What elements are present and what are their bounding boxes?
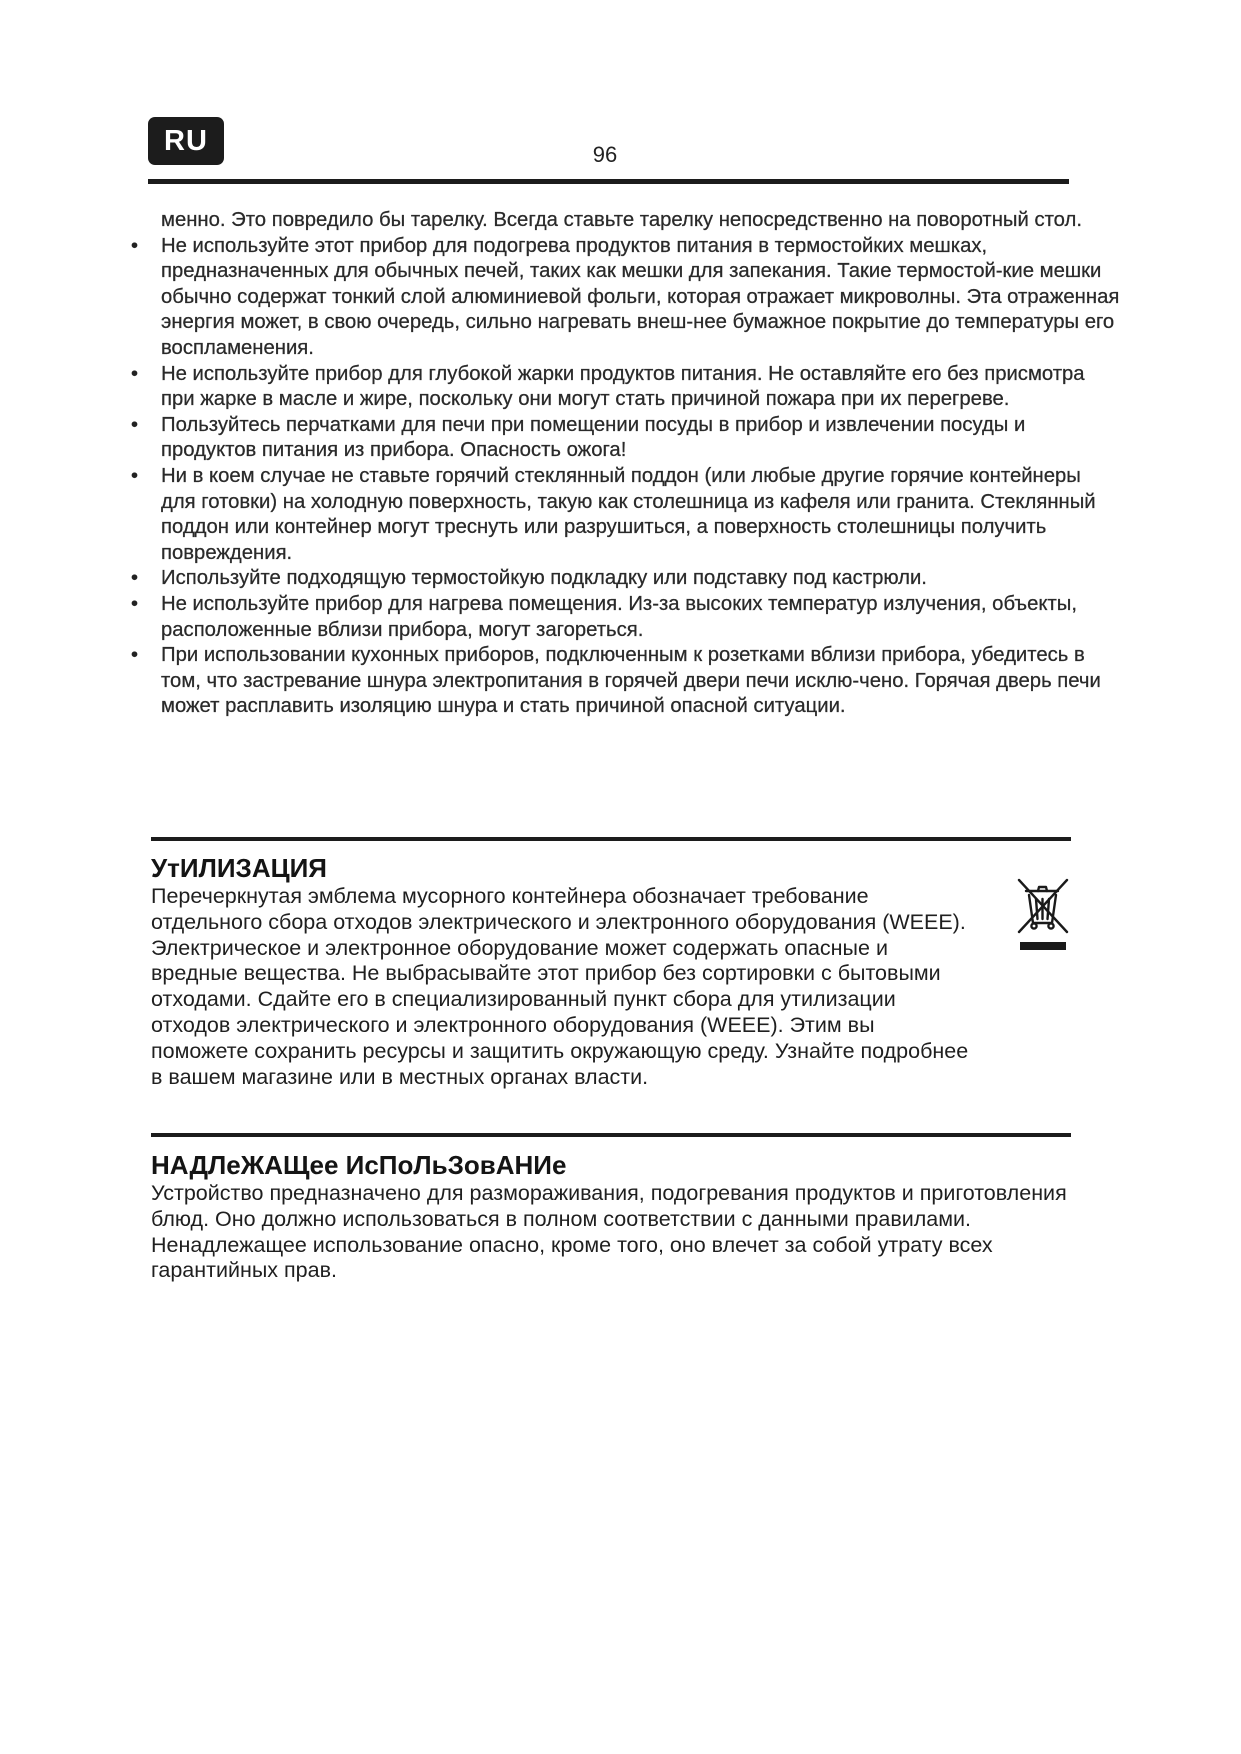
bullet-icon: • bbox=[131, 567, 139, 590]
bullet-icon: • bbox=[131, 592, 139, 615]
list-item: • Не используйте этот прибор для подогрева продуктов питания в термостойких мешках, предназначенных для обычных печей, таких как мешки для запекания. Такие термостой-кие мешки обычно содержат тонкий слой алюминиевой фольги, которая отражает микроволны. Эта отраженная энергия может, в свою очередь, сильно нагревать внеш-нее бумажное покрытие до температуры его воспламенения. bbox=[131, 234, 1120, 359]
proper-use-section bbox=[151, 1149, 1081, 1284]
list-item: • Не используйте прибор для глубокой жарки продуктов питания. Не оставляйте его без присмотра при жарке в масле и жире, поскольку они могут стать причиной пожара при их перегреве. bbox=[131, 362, 1085, 411]
disposal-section bbox=[151, 852, 1081, 1090]
list-item: • Не используйте прибор для нагрева помещения. Из-за высоких температур излучения, объекты, расположенные вблизи прибора, могут загореться. bbox=[131, 592, 1077, 641]
list-item: • Ни в коем случае не ставьте горячий стеклянный поддон (или любые другие горячие контейнеры для готовки) на холодную поверхность, такую как столешница из кафеля или гранита. Стеклянный поддон или контейнер могут треснуть или разрушиться, а поверхность столешницы получить повреждения. bbox=[131, 464, 1096, 564]
bullet-icon: • bbox=[131, 413, 139, 436]
bullet-icon: • bbox=[131, 234, 139, 257]
proper-use-divider bbox=[151, 1133, 1071, 1137]
safety-instructions bbox=[131, 208, 1121, 720]
list-item: • Пользуйтесь перчатками для печи при помещении посуды в прибор и извлечении посуды и продуктов питания из прибора. Опасность ожога! bbox=[131, 413, 1026, 462]
bullet-icon: • bbox=[131, 464, 139, 487]
proper-use-text: Устройство предназначено для размораживания, подогревания продуктов и приготовления блюд. Оно должно использоваться в полном соответствии с данными правилами. Ненадлежащее использование опасно, кроме того, оно влечет за собой утрату всех гарантийных прав. bbox=[151, 1181, 1067, 1283]
header-divider bbox=[148, 179, 1069, 184]
language-badge: RU bbox=[148, 117, 224, 165]
crossed-bin-icon bbox=[1014, 876, 1072, 954]
disposal-title: УтИЛИЗАЦИЯ bbox=[151, 853, 327, 883]
list-item: • Используйте подходящую термостойкую подкладку или подставку под кастрюли. bbox=[131, 566, 1121, 592]
disposal-divider bbox=[151, 837, 1071, 841]
continuation-text: менно. Это повредило бы тарелку. Всегда ставьте тарелку непосредственно на поворотный стол. bbox=[161, 209, 1082, 231]
page-number: 96 bbox=[592, 142, 618, 167]
disposal-text: Перечеркнутая эмблема мусорного контейнера обозначает требование отдельного сбора отходов электрического и электронного оборудования (WEEE). Электрическое и электронное оборудование может содержать опасные и вредные вещества. Не выбрасывайте этот прибор без сортировки с бытовыми отходами. Сдайте его в специализированный пункт сбора для утилизации отходов электрического и электронного оборудования (WEEE). Этим вы поможете сохранить ресурсы и защитить окружающую среду. Узнайте подробнее в вашем магазине или в местных органах власти. bbox=[151, 884, 969, 1089]
bullet-icon: • bbox=[131, 362, 139, 385]
proper-use-title: НАДЛеЖАЩее ИсПоЛьЗовАНИе bbox=[151, 1150, 567, 1180]
safety-list bbox=[131, 234, 1121, 720]
bullet-icon: • bbox=[131, 644, 139, 667]
list-item: • При использовании кухонных приборов, подключенным к розетками вблизи прибора, убедитесь в том, что застревание шнура электропитания в горячей двери печи исклю-чено. Горячая дверь печи может расплавить изоляцию шнура и стать причиной опасной ситуации. bbox=[131, 644, 1101, 718]
